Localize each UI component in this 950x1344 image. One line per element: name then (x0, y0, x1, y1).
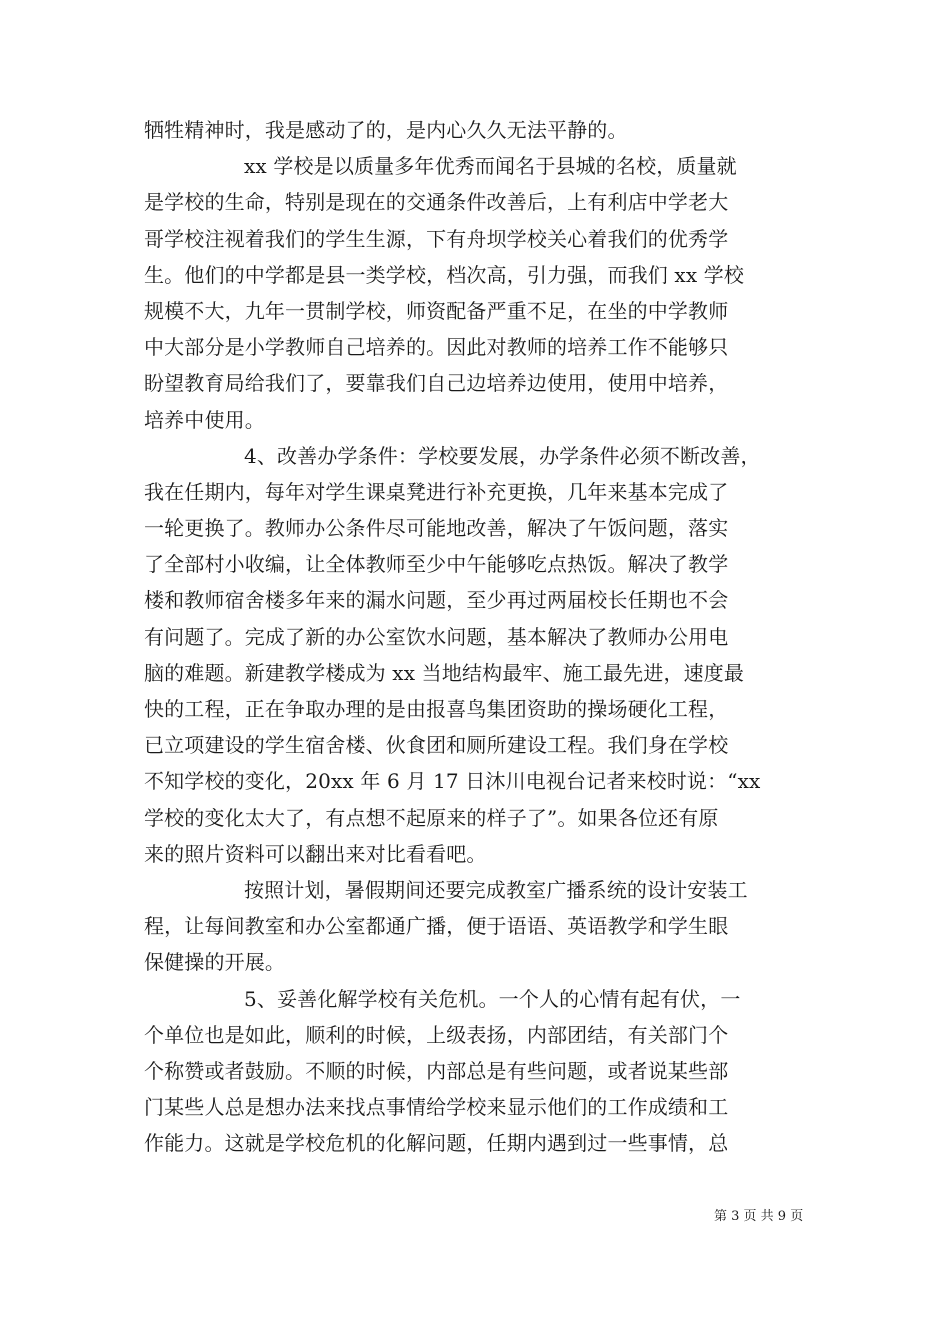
text-line: 4、改善办学条件：学校要发展，办学条件必须不断改善， (244, 443, 761, 468)
text-line: 牺牲精神时，我是感动了的，是内心久久无法平静的。 (144, 118, 628, 142)
text-line: 哥学校注视着我们的学生生源，下有舟坝学校关心着我们的优秀学 (144, 226, 729, 251)
text-line: 是学校的生命，特别是现在的交通条件改善后，上有利店中学老大 (144, 190, 729, 215)
text-line: 门某些人总是想办法来找点事情给学校来显示他们的工作成绩和工 (144, 1095, 729, 1120)
text-line: 按照计划，暑假期间还要完成教室广播系统的设计安装工 (244, 877, 748, 902)
text-line: 一轮更换了。教师办公条件尽可能地改善，解决了午饭问题，落实 (144, 516, 729, 541)
text-line: 程，让每间教室和办公室都通广播，便于语语、英语教学和学生眼 (144, 914, 729, 939)
text-line: 快的工程，正在争取办理的是由报喜鸟集团资助的操场硬化工程， (144, 697, 729, 721)
text-line: 我在任期内，每年对学生课桌凳进行补充更换，几年来基本完成了 (144, 479, 729, 504)
text-line: 5、妥善化解学校有关危机。一个人的心情有起有伏，一 (244, 986, 741, 1011)
body-text (144, 112, 814, 1161)
page-number: 第 3 页 共 9 页 (714, 1209, 804, 1224)
text-line: 培养中使用。 (144, 407, 265, 432)
text-line: 个单位也是如此，顺利的时候，上级表扬，内部团结，有关部门个 (144, 1022, 729, 1047)
text-line: 楼和教师宿舍楼多年来的漏水问题，至少再过两届校长任期也不会 (144, 588, 729, 613)
text-line: 脑的难题。新建教学楼成为 xx 当地结构最牢、施工最先进，速度最 (144, 660, 745, 685)
text-line: 作能力。这就是学校危机的化解问题，任期内遇到过一些事情，总 (144, 1131, 729, 1156)
text-line: 已立项建设的学生宿舍楼、伙食团和厕所建设工程。我们身在学校 (144, 733, 729, 758)
text-line: 学校的变化太大了，有点想不起原来的样子了”。如果各位还有原 (144, 805, 719, 830)
text-line: 不知学校的变化，20xx 年 6 月 17 日沐川电视台记者来校时说：“xx (144, 769, 761, 794)
text-line: 规模不大，九年一贯制学校，师资配备严重不足，在坐的中学教师 (144, 298, 729, 323)
text-line: 中大部分是小学教师自己培养的。因此对教师的培养工作不能够只 (144, 335, 729, 360)
text-line: 了全部村小收编，让全体教师至少中午能够吃点热饭。解决了教学 (144, 552, 729, 577)
text-line: xx 学校是以质量多年优秀而闻名于县城的名校，质量就 (244, 154, 737, 179)
text-line: 生。他们的中学都是县一类学校，档次高，引力强，而我们 xx 学校 (144, 262, 745, 287)
text-line: 盼望教育局给我们了，要靠我们自己边培养边使用，使用中培养， (144, 371, 729, 396)
text-line: 有问题了。完成了新的办公室饮水问题，基本解决了教师办公用电 (144, 624, 729, 649)
text-line: 来的照片资料可以翻出来对比看看吧。 (144, 841, 487, 866)
text-line: 个称赞或者鼓励。不顺的时候，内部总是有些问题，或者说某些部 (144, 1058, 729, 1083)
text-line: 保健操的开展。 (144, 950, 286, 975)
